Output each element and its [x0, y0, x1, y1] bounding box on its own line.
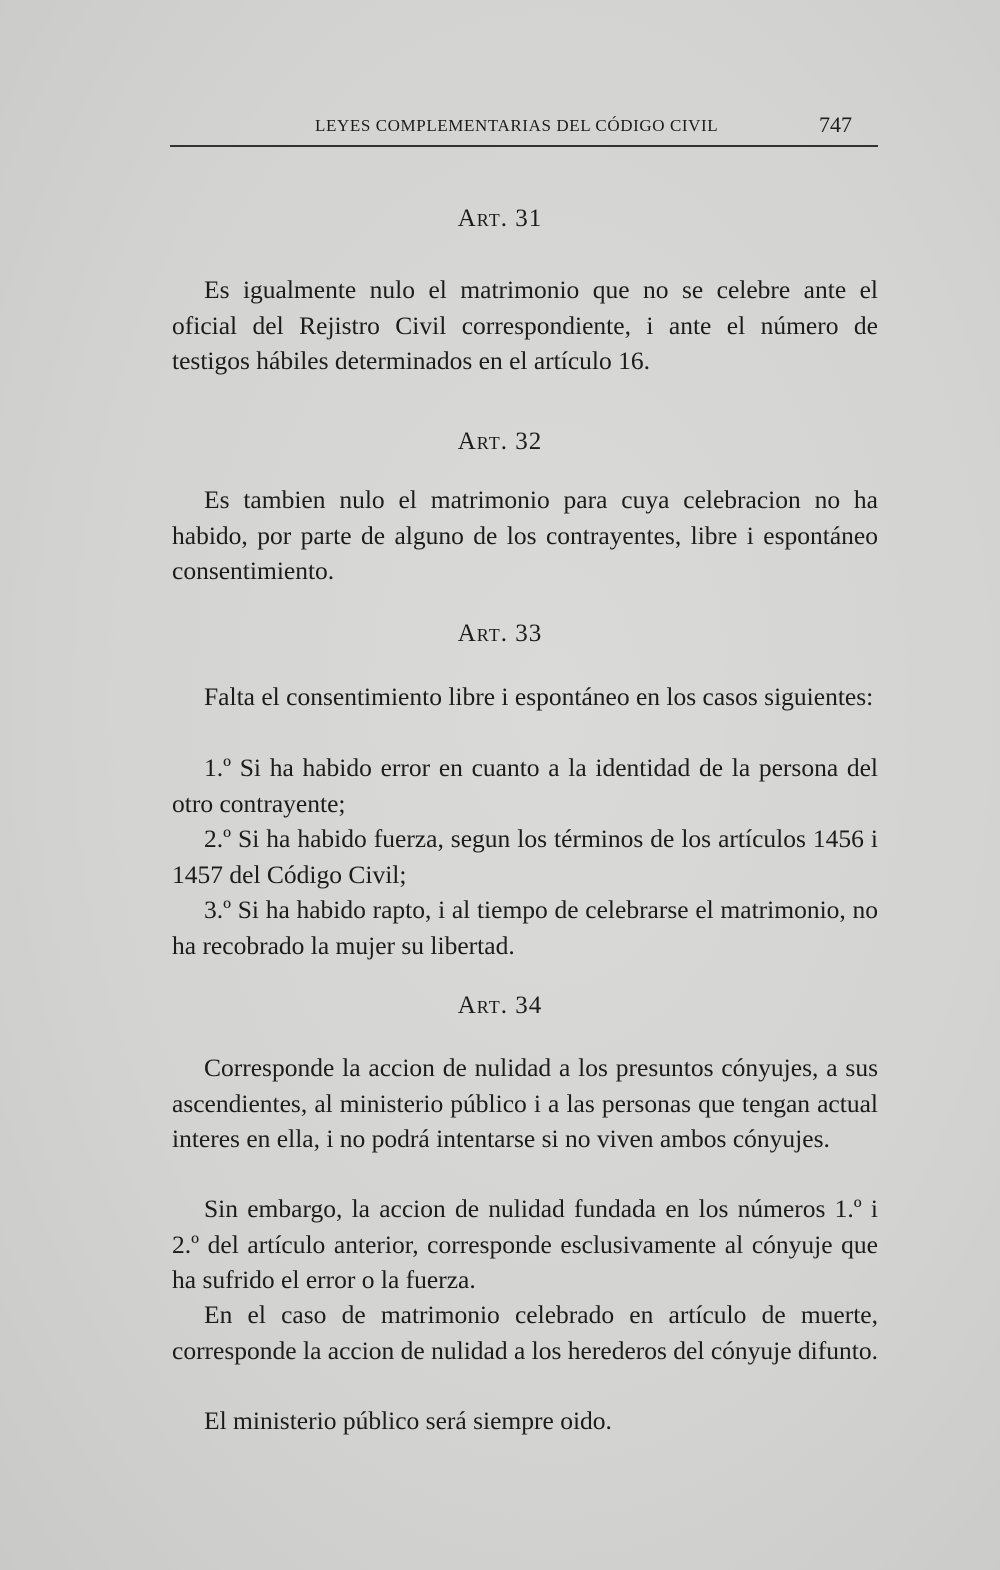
article-33-item-1: 1.º Si ha habido error en cuanto a la identidad de la persona del otro contrayente; — [172, 753, 878, 818]
article-32-heading: Art. 32 — [457, 428, 543, 455]
article-32-paragraph-1: Es tambien nulo el matrimonio para cuya celebracion no ha habido, por parte de alguno de los contrayentes, libre i espontáneo consentimiento. — [172, 485, 878, 585]
article-34-paragraph-4: El ministerio público será siempre oido. — [204, 1406, 612, 1435]
article-34-paragraph-2: Sin embargo, la accion de nulidad fundada en los números 1.º i 2.º del artículo anterior, corresponde esclusivamente al cónyuje que ha sufrido el error o la fuerza. — [172, 1194, 878, 1294]
article-33-item-3: 3.º Si ha habido rapto, i al tiempo de celebrarse el matrimonio, no ha recobrado la mujer su libertad. — [172, 895, 878, 960]
article-31-heading: Art. 31 — [457, 205, 543, 232]
article-33-heading: Art. 33 — [457, 620, 543, 647]
article-31-paragraph-1: Es igualmente nulo el matrimonio que no se celebre ante el oficial del Rejistro Civil correspondiente, i ante el número de testigos hábiles determinados en el artículo 16. — [172, 275, 878, 375]
article-33-paragraph-1: Falta el consentimiento libre i espontáneo en los casos siguientes: — [204, 682, 874, 711]
article-34-paragraph-3: En el caso de matrimonio celebrado en artículo de muerte, corresponde la accion de nulidad a los herederos del cónyuje difunto. — [172, 1300, 878, 1365]
article-33-item-2: 2.º Si ha habido fuerza, segun los términos de los artículos 1456 i 1457 del Código Civil; — [172, 824, 878, 889]
article-34-paragraph-1: Corresponde la accion de nulidad a los presuntos cónyujes, a sus ascendientes, al ministerio público i a las personas que tengan actual interes en ella, i no podrá intentarse si no viven ambos cónyujes. — [172, 1053, 878, 1153]
header-rule — [170, 145, 878, 147]
page-number: 747 — [819, 112, 852, 137]
running-title: LEYES COMPLEMENTARIAS DEL CÓDIGO CIVIL — [315, 116, 719, 135]
article-34-heading: Art. 34 — [457, 992, 543, 1019]
running-head — [170, 112, 880, 142]
